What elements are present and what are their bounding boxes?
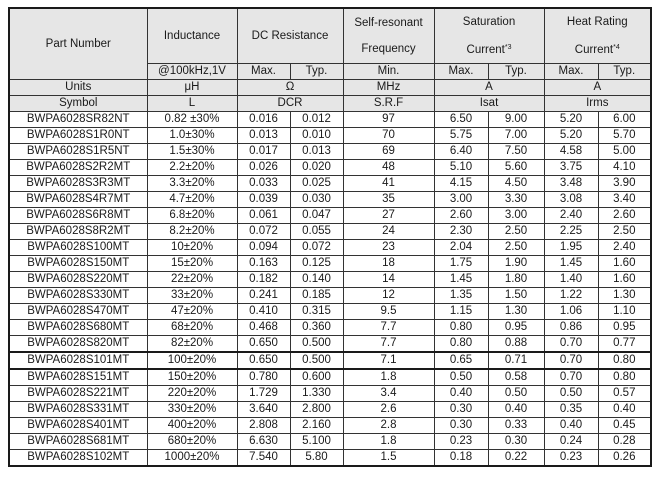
part-number-cell: BWPA6028S820MT [9, 336, 147, 353]
dcr-typ-cell: 0.125 [290, 256, 343, 272]
inductance-cell: 100±20% [147, 352, 237, 369]
isat-max-cell: 0.18 [434, 450, 488, 467]
part-number-cell: BWPA6028S4R7MT [9, 192, 147, 208]
symbol-irms: Irms [544, 96, 651, 112]
irms-max-cell: 2.25 [544, 224, 598, 240]
header-inductance-condition: @100kHz,1V [147, 64, 237, 80]
dcr-typ-cell: 0.025 [290, 176, 343, 192]
irms-max-cell: 0.50 [544, 386, 598, 402]
dcr-typ-cell: 0.055 [290, 224, 343, 240]
units-isat: A [434, 80, 544, 96]
srf-min-cell: 7.7 [343, 320, 434, 336]
irms-max-cell: 0.24 [544, 434, 598, 450]
table-row [9, 240, 651, 256]
isat-max-cell: 0.80 [434, 336, 488, 353]
irms-max-cell: 3.75 [544, 160, 598, 176]
units-dcr: Ω [237, 80, 343, 96]
table-row [9, 369, 651, 386]
header-heat-rating-current [544, 8, 651, 64]
header-sat-current-label: Current [466, 44, 505, 56]
table-row [9, 112, 651, 128]
dcr-max-cell: 0.017 [237, 144, 290, 160]
dcr-max-cell: 0.410 [237, 304, 290, 320]
irms-max-cell: 0.70 [544, 336, 598, 353]
dcr-typ-cell: 5.80 [290, 450, 343, 467]
irms-max-cell: 0.40 [544, 418, 598, 434]
irms-typ-cell: 0.80 [598, 352, 651, 369]
isat-max-cell: 2.04 [434, 240, 488, 256]
part-number-cell: BWPA6028S470MT [9, 304, 147, 320]
isat-max-cell: 2.30 [434, 224, 488, 240]
table-row [9, 304, 651, 320]
part-number-cell: BWPA6028S220MT [9, 272, 147, 288]
isat-max-cell: 6.40 [434, 144, 488, 160]
table-row [9, 450, 651, 467]
header-heat-current-label: Current [574, 44, 614, 56]
part-number-cell: BWPA6028S1R0NT [9, 128, 147, 144]
irms-typ-cell: 1.10 [598, 304, 651, 320]
dcr-typ-cell: 0.012 [290, 112, 343, 128]
units-row [9, 80, 651, 96]
header-isat-typ: Typ. [488, 64, 544, 80]
table-row [9, 224, 651, 240]
header-dc-resistance: DC Resistance [237, 8, 343, 64]
dcr-typ-cell: 0.600 [290, 369, 343, 386]
isat-typ-cell: 0.58 [488, 369, 544, 386]
isat-typ-cell: 0.40 [488, 402, 544, 418]
symbol-srf: S.R.F [343, 96, 434, 112]
isat-typ-cell: 3.30 [488, 192, 544, 208]
symbol-label: Symbol [9, 96, 147, 112]
irms-max-cell: 3.08 [544, 192, 598, 208]
inductance-cell: 680±20% [147, 434, 237, 450]
isat-max-cell: 3.00 [434, 192, 488, 208]
table-row [9, 288, 651, 304]
irms-typ-cell: 0.26 [598, 450, 651, 467]
part-number-cell: BWPA6028S221MT [9, 386, 147, 402]
isat-typ-cell: 4.50 [488, 176, 544, 192]
dcr-typ-cell: 0.315 [290, 304, 343, 320]
inductance-cell: 15±20% [147, 256, 237, 272]
units-srf: MHz [343, 80, 434, 96]
irms-typ-cell: 0.28 [598, 434, 651, 450]
inductance-cell: 22±20% [147, 272, 237, 288]
inductance-cell: 330±20% [147, 402, 237, 418]
inductance-cell: 1.0±30% [147, 128, 237, 144]
irms-max-cell: 3.48 [544, 176, 598, 192]
isat-typ-cell: 5.60 [488, 160, 544, 176]
irms-max-cell: 1.45 [544, 256, 598, 272]
dcr-max-cell: 0.650 [237, 336, 290, 353]
dcr-max-cell: 2.808 [237, 418, 290, 434]
part-number-cell: BWPA6028S680MT [9, 320, 147, 336]
table-row [9, 320, 651, 336]
dcr-max-cell: 0.013 [237, 128, 290, 144]
isat-typ-cell: 3.00 [488, 208, 544, 224]
inductance-cell: 0.82 ±30% [147, 112, 237, 128]
isat-max-cell: 5.75 [434, 128, 488, 144]
units-label: Units [9, 80, 147, 96]
irms-typ-cell: 0.80 [598, 369, 651, 386]
table-row [9, 160, 651, 176]
inductance-cell: 68±20% [147, 320, 237, 336]
isat-typ-cell: 0.88 [488, 336, 544, 353]
inductance-cell: 6.8±20% [147, 208, 237, 224]
inductance-cell: 150±20% [147, 369, 237, 386]
isat-max-cell: 0.23 [434, 434, 488, 450]
isat-max-cell: 4.15 [434, 176, 488, 192]
isat-max-cell: 6.50 [434, 112, 488, 128]
irms-typ-cell: 1.60 [598, 256, 651, 272]
srf-min-cell: 14 [343, 272, 434, 288]
isat-typ-cell: 7.00 [488, 128, 544, 144]
irms-typ-cell: 0.45 [598, 418, 651, 434]
irms-typ-cell: 2.40 [598, 240, 651, 256]
irms-typ-cell: 0.57 [598, 386, 651, 402]
dcr-max-cell: 0.163 [237, 256, 290, 272]
part-number-cell: BWPA6028S2R2MT [9, 160, 147, 176]
dcr-typ-cell: 0.500 [290, 336, 343, 353]
symbol-isat: Isat [434, 96, 544, 112]
irms-max-cell: 1.40 [544, 272, 598, 288]
part-number-cell: BWPA6028S681MT [9, 434, 147, 450]
header-sat-line2 [435, 35, 544, 63]
header-srf-line2: Frequency [361, 43, 416, 55]
isat-typ-cell: 0.22 [488, 450, 544, 467]
dcr-typ-cell: 0.030 [290, 192, 343, 208]
part-number-cell: BWPA6028S3R3MT [9, 176, 147, 192]
header-isat-max: Max. [434, 64, 488, 80]
isat-max-cell: 1.45 [434, 272, 488, 288]
table-row [9, 386, 651, 402]
irms-max-cell: 2.40 [544, 208, 598, 224]
irms-typ-cell: 4.10 [598, 160, 651, 176]
table-row [9, 128, 651, 144]
header-heat-line1: Heat Rating [566, 16, 628, 28]
dcr-max-cell: 0.033 [237, 176, 290, 192]
inductance-cell: 8.2±20% [147, 224, 237, 240]
irms-max-cell: 5.20 [544, 128, 598, 144]
table-header [9, 8, 651, 112]
table-row [9, 336, 651, 353]
srf-min-cell: 7.1 [343, 352, 434, 369]
irms-typ-cell: 3.40 [598, 192, 651, 208]
table-row [9, 352, 651, 369]
srf-min-cell: 1.8 [343, 369, 434, 386]
header-dcr-typ: Typ. [290, 64, 343, 80]
irms-max-cell: 4.58 [544, 144, 598, 160]
table-row [9, 418, 651, 434]
inductance-cell: 47±20% [147, 304, 237, 320]
isat-typ-cell: 0.30 [488, 434, 544, 450]
table-body [9, 112, 651, 467]
table-row [9, 176, 651, 192]
irms-typ-cell: 1.30 [598, 288, 651, 304]
irms-max-cell: 1.95 [544, 240, 598, 256]
srf-min-cell: 41 [343, 176, 434, 192]
part-number-cell: BWPA6028S401MT [9, 418, 147, 434]
dcr-max-cell: 3.640 [237, 402, 290, 418]
isat-max-cell: 0.80 [434, 320, 488, 336]
table-row [9, 434, 651, 450]
srf-min-cell: 12 [343, 288, 434, 304]
units-irms: A [544, 80, 651, 96]
part-number-cell: BWPA6028S150MT [9, 256, 147, 272]
irms-max-cell: 0.35 [544, 402, 598, 418]
srf-min-cell: 7.7 [343, 336, 434, 353]
dcr-typ-cell: 2.800 [290, 402, 343, 418]
table-row [9, 144, 651, 160]
isat-typ-cell: 1.30 [488, 304, 544, 320]
isat-max-cell: 0.30 [434, 418, 488, 434]
isat-typ-cell: 2.50 [488, 224, 544, 240]
dcr-max-cell: 0.780 [237, 369, 290, 386]
inductance-cell: 1.5±30% [147, 144, 237, 160]
isat-max-cell: 0.50 [434, 369, 488, 386]
irms-typ-cell: 5.00 [598, 144, 651, 160]
dcr-typ-cell: 2.160 [290, 418, 343, 434]
isat-typ-cell: 1.80 [488, 272, 544, 288]
irms-max-cell: 0.70 [544, 352, 598, 369]
srf-min-cell: 48 [343, 160, 434, 176]
isat-typ-cell: 0.33 [488, 418, 544, 434]
dcr-typ-cell: 0.047 [290, 208, 343, 224]
header-dcr-max: Max. [237, 64, 290, 80]
dcr-typ-cell: 5.100 [290, 434, 343, 450]
table-row [9, 272, 651, 288]
part-number-cell: BWPA6028S1R5NT [9, 144, 147, 160]
isat-max-cell: 0.65 [434, 352, 488, 369]
irms-typ-cell: 2.50 [598, 224, 651, 240]
irms-max-cell: 1.22 [544, 288, 598, 304]
part-number-cell: BWPA6028S101MT [9, 352, 147, 369]
dcr-max-cell: 0.026 [237, 160, 290, 176]
table-row [9, 256, 651, 272]
dcr-max-cell: 0.241 [237, 288, 290, 304]
header-irms-typ: Typ. [598, 64, 651, 80]
dcr-typ-cell: 0.185 [290, 288, 343, 304]
dcr-typ-cell: 0.500 [290, 352, 343, 369]
isat-max-cell: 0.40 [434, 386, 488, 402]
footnote-marker-4: *4 [613, 44, 620, 51]
units-inductance: μH [147, 80, 237, 96]
inductance-cell: 33±20% [147, 288, 237, 304]
isat-typ-cell: 0.95 [488, 320, 544, 336]
dcr-typ-cell: 0.020 [290, 160, 343, 176]
isat-max-cell: 1.35 [434, 288, 488, 304]
isat-typ-cell: 0.50 [488, 386, 544, 402]
dcr-max-cell: 0.468 [237, 320, 290, 336]
srf-min-cell: 1.5 [343, 450, 434, 467]
header-srf-min: Min. [343, 64, 434, 80]
srf-min-cell: 97 [343, 112, 434, 128]
irms-typ-cell: 1.60 [598, 272, 651, 288]
part-number-cell: BWPA6028S100MT [9, 240, 147, 256]
part-number-cell: BWPA6028S151MT [9, 369, 147, 386]
dcr-typ-cell: 0.360 [290, 320, 343, 336]
isat-max-cell: 1.15 [434, 304, 488, 320]
isat-typ-cell: 0.71 [488, 352, 544, 369]
dcr-max-cell: 6.630 [237, 434, 290, 450]
dcr-max-cell: 1.729 [237, 386, 290, 402]
irms-max-cell: 0.70 [544, 369, 598, 386]
dcr-typ-cell: 0.010 [290, 128, 343, 144]
dcr-max-cell: 0.650 [237, 352, 290, 369]
part-number-cell: BWPA6028S330MT [9, 288, 147, 304]
header-saturation-current [434, 8, 544, 64]
srf-min-cell: 23 [343, 240, 434, 256]
isat-max-cell: 5.10 [434, 160, 488, 176]
srf-min-cell: 2.8 [343, 418, 434, 434]
header-sat-line1: Saturation [462, 16, 516, 28]
srf-min-cell: 2.6 [343, 402, 434, 418]
isat-typ-cell: 1.50 [488, 288, 544, 304]
srf-min-cell: 35 [343, 192, 434, 208]
dcr-max-cell: 0.016 [237, 112, 290, 128]
dcr-max-cell: 0.094 [237, 240, 290, 256]
isat-typ-cell: 1.90 [488, 256, 544, 272]
part-number-cell: BWPA6028S8R2MT [9, 224, 147, 240]
part-number-cell: BWPA6028S331MT [9, 402, 147, 418]
srf-min-cell: 18 [343, 256, 434, 272]
table-row [9, 208, 651, 224]
srf-min-cell: 9.5 [343, 304, 434, 320]
irms-max-cell: 5.20 [544, 112, 598, 128]
srf-min-cell: 69 [343, 144, 434, 160]
dcr-max-cell: 0.039 [237, 192, 290, 208]
inductance-cell: 3.3±20% [147, 176, 237, 192]
table-row [9, 192, 651, 208]
header-srf [343, 8, 434, 64]
srf-min-cell: 24 [343, 224, 434, 240]
inductance-cell: 4.7±20% [147, 192, 237, 208]
irms-typ-cell: 3.90 [598, 176, 651, 192]
irms-typ-cell: 0.95 [598, 320, 651, 336]
srf-min-cell: 27 [343, 208, 434, 224]
srf-min-cell: 1.8 [343, 434, 434, 450]
isat-typ-cell: 7.50 [488, 144, 544, 160]
dcr-max-cell: 7.540 [237, 450, 290, 467]
irms-typ-cell: 5.70 [598, 128, 651, 144]
header-irms-max: Max. [544, 64, 598, 80]
header-inductance: Inductance [147, 8, 237, 64]
header-srf-line1: Self-resonant [354, 17, 423, 29]
irms-max-cell: 0.23 [544, 450, 598, 467]
part-number-cell: BWPA6028S6R8MT [9, 208, 147, 224]
inductance-cell: 2.2±20% [147, 160, 237, 176]
irms-typ-cell: 0.77 [598, 336, 651, 353]
isat-max-cell: 0.30 [434, 402, 488, 418]
dcr-max-cell: 0.061 [237, 208, 290, 224]
isat-typ-cell: 9.00 [488, 112, 544, 128]
dcr-max-cell: 0.072 [237, 224, 290, 240]
inductance-cell: 400±20% [147, 418, 237, 434]
isat-max-cell: 1.75 [434, 256, 488, 272]
symbol-row [9, 96, 651, 112]
symbol-inductance: L [147, 96, 237, 112]
srf-min-cell: 3.4 [343, 386, 434, 402]
part-number-cell: BWPA6028S102MT [9, 450, 147, 467]
inductance-cell: 82±20% [147, 336, 237, 353]
dcr-max-cell: 0.182 [237, 272, 290, 288]
footnote-marker-3: *3 [504, 44, 512, 51]
inductance-cell: 1000±20% [147, 450, 237, 467]
symbol-dcr: DCR [237, 96, 343, 112]
dcr-typ-cell: 0.140 [290, 272, 343, 288]
part-number-cell: BWPA6028SR82NT [9, 112, 147, 128]
dcr-typ-cell: 0.072 [290, 240, 343, 256]
isat-max-cell: 2.60 [434, 208, 488, 224]
header-heat-line2 [545, 35, 651, 63]
irms-typ-cell: 6.00 [598, 112, 651, 128]
srf-min-cell: 70 [343, 128, 434, 144]
dcr-typ-cell: 0.013 [290, 144, 343, 160]
irms-max-cell: 0.86 [544, 320, 598, 336]
header-part-number: Part Number [9, 8, 147, 80]
inductor-spec-table [8, 7, 652, 467]
irms-max-cell: 1.06 [544, 304, 598, 320]
inductance-cell: 220±20% [147, 386, 237, 402]
irms-typ-cell: 0.40 [598, 402, 651, 418]
table-row [9, 402, 651, 418]
dcr-typ-cell: 1.330 [290, 386, 343, 402]
irms-typ-cell: 2.60 [598, 208, 651, 224]
inductance-cell: 10±20% [147, 240, 237, 256]
isat-typ-cell: 2.50 [488, 240, 544, 256]
